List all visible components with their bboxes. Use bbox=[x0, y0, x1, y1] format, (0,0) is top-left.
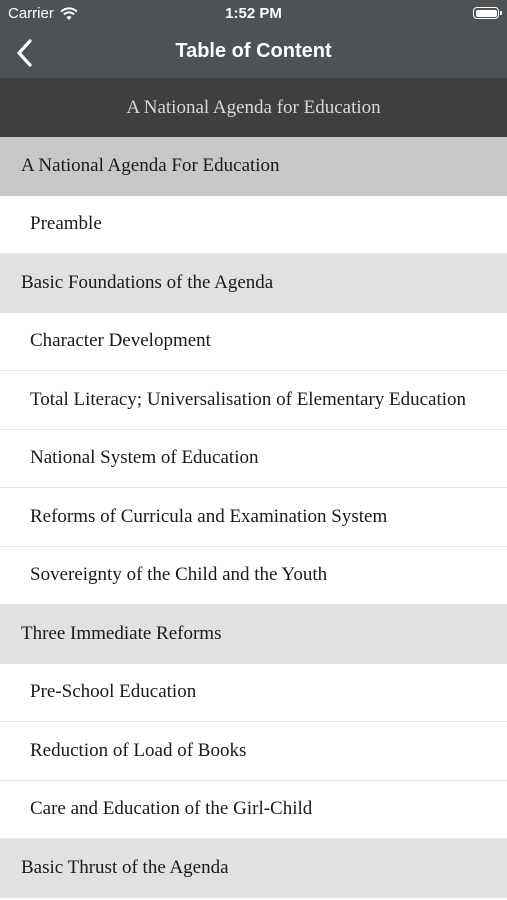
toc-section-row[interactable] bbox=[0, 254, 507, 313]
toc-chapter-row[interactable] bbox=[0, 313, 507, 372]
toc-row-label: Reduction of Load of Books bbox=[30, 739, 247, 761]
toc-row-label: National System of Education bbox=[30, 447, 259, 469]
toc-row-label: Basic Thrust of the Agenda bbox=[21, 857, 229, 879]
toc-chapter-row[interactable] bbox=[0, 664, 507, 723]
toc-row-label: Sovereignty of the Child and the Youth bbox=[30, 564, 328, 586]
toc-row-label: Reforms of Curricula and Examination System bbox=[30, 505, 388, 527]
toc-row-label: Care and Education of the Girl-Child bbox=[30, 798, 313, 820]
book-title-header: A National Agenda for Education bbox=[0, 78, 507, 137]
toc-list bbox=[0, 137, 507, 898]
toc-chapter-row[interactable] bbox=[0, 196, 507, 255]
toc-row-label: Pre-School Education bbox=[30, 681, 197, 703]
toc-chapter-row[interactable] bbox=[0, 781, 507, 840]
toc-chapter-row[interactable] bbox=[0, 722, 507, 781]
toc-row-label: Basic Foundations of the Agenda bbox=[21, 272, 274, 294]
toc-row-label: Preamble bbox=[30, 213, 102, 235]
toc-chapter-row[interactable] bbox=[0, 547, 507, 606]
status-time: 1:52 PM bbox=[225, 5, 282, 22]
toc-row-label: A National Agenda For Education bbox=[21, 155, 280, 177]
toc-row-label: Three Immediate Reforms bbox=[21, 623, 222, 645]
toc-row-label: Character Development bbox=[30, 330, 211, 352]
toc-section-row[interactable] bbox=[0, 839, 507, 898]
battery-icon bbox=[473, 7, 499, 19]
toc-section-row[interactable] bbox=[0, 605, 507, 664]
battery-level bbox=[476, 10, 497, 17]
toc-chapter-row[interactable] bbox=[0, 430, 507, 489]
toc-section-row[interactable] bbox=[0, 137, 507, 196]
toc-row-label: Total Literacy; Universalisation of Elementary Education bbox=[30, 388, 467, 410]
toc-chapter-row[interactable] bbox=[0, 488, 507, 547]
carrier-label: Carrier bbox=[8, 5, 54, 22]
navigation-bar bbox=[0, 28, 507, 78]
status-bar bbox=[0, 0, 507, 28]
toc-chapter-row[interactable] bbox=[0, 371, 507, 430]
page-title: Table of Content bbox=[175, 40, 332, 62]
